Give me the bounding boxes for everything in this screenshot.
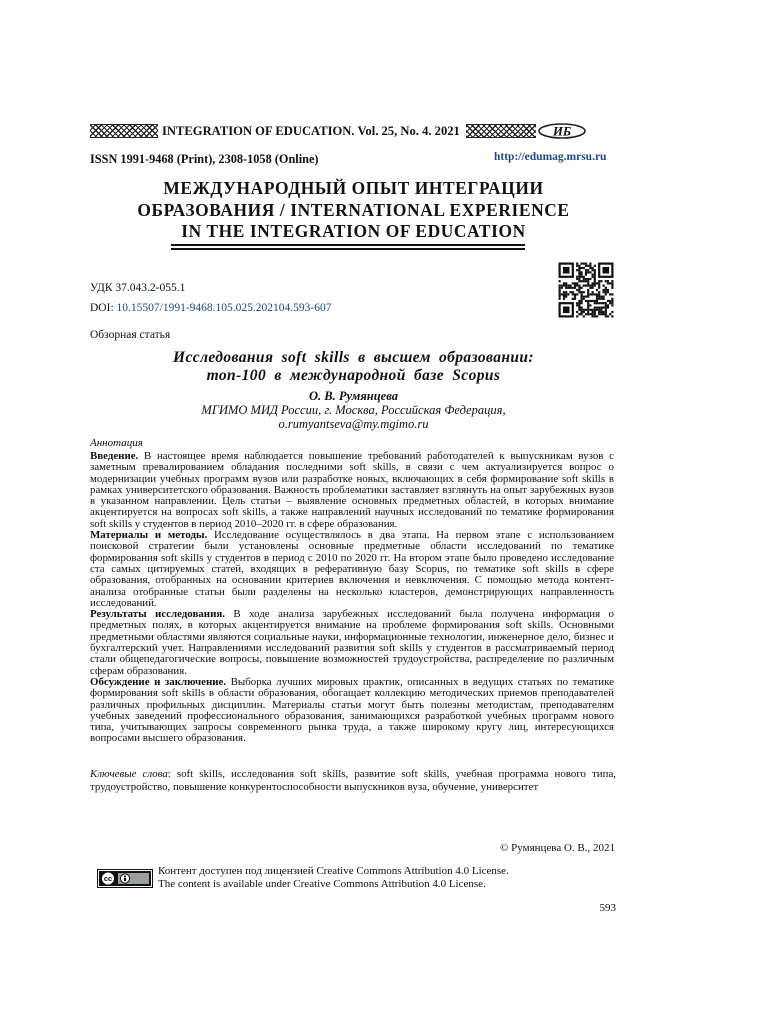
abstract-methods-label: Материалы и методы.	[90, 529, 208, 542]
copyright: © Румянцева О. В., 2021	[500, 842, 615, 854]
qr-code	[556, 262, 616, 318]
author-block	[90, 389, 617, 431]
cc-by-license-icon[interactable]	[97, 869, 153, 888]
section-rule-bottom	[171, 248, 525, 250]
abstract-results-label: Результаты исследования.	[90, 608, 225, 621]
abstract-body	[90, 451, 614, 745]
header-ornament-left	[90, 124, 158, 138]
cc-badge-letters: cc	[103, 874, 113, 884]
license-text	[158, 865, 509, 890]
abstract-introduction	[90, 451, 614, 530]
running-header	[90, 122, 617, 140]
page-number: 593	[599, 902, 616, 914]
abstract-discussion-label: Обсуждение и заключение.	[90, 675, 227, 688]
article-title-line-1: Исследования soft skills в высшем образовании:	[173, 349, 534, 366]
journal-website-link[interactable]: http://edumag.mrsu.ru	[494, 151, 607, 163]
abstract-introduction-label: Введение.	[90, 450, 139, 462]
abstract-methods-text: Исследование осуществлялось в два этапа. На первом этапе с использованием поисковой стратегии были установлены основные предметные области исследований по тематике формирования soft skills у студентов в период с 2010 по 2020 гг. На втором этапе было проведено исследование ста самых цитируемых статей, входящих в реферативную базу Scopus, по тематике soft skills в сфере образования, отобранных на основании критериев включения и невключения. С помощью метода контент-анализа отобранные статьи были разделены на несколько кластеров, демонстрирующих направленность исследований.	[90, 529, 615, 609]
section-rule-top	[171, 244, 525, 246]
license-text-ru: Контент доступен под лицензией Creative Commons Attribution 4.0 License.	[158, 865, 509, 877]
section-title	[90, 178, 617, 243]
abstract-results	[90, 609, 614, 677]
abstract-heading: Аннотация	[90, 437, 143, 449]
abstract-discussion-text: Выборка лучших мировых практик, описанных в ведущих статьях по тематике формирования soft skills в области образования, обогащает коллекцию методических приемов преподавателей различных профильных дисциплин. Материалы статьи могут быть полезны методистам, преподавателям учебных заведений профессионального образования, занимающихся разработкой учебных программ нового типа, учитывающих запросы современного рынка труда, а также широкому кругу лиц, интересующихся вопросами высшего образования.	[90, 675, 614, 745]
article-title	[90, 349, 617, 385]
doi-line	[90, 302, 332, 314]
section-title-line-3: IN THE INTEGRATION OF EDUCATION	[181, 221, 526, 241]
keywords-label: Ключевые слова	[90, 768, 168, 780]
header-ornament-right	[466, 124, 536, 138]
license-text-en: The content is available under Creative Commons Attribution 4.0 License.	[158, 877, 486, 890]
author-affiliation: МГИМО МИД России, г. Москва, Российская Федерация,	[201, 403, 506, 417]
abstract-introduction-text: В настоящее время наблюдается повышение требований работодателей к выпускникам вузов с заметным превалированием обладания последними soft skills, в связи с чем актуализируется вопрос о модернизации учебных программ вузов или разработке новых, включающих в себя формирование soft skills в рамках университетского образования. Важность проблематики заставляет взглянуть на опыт зарубежных вузов в указанном направлении. Цель статьи – выявление основных предметных областей, в которых внимание акцентируется на вопросах soft skills, а также направлений научных исследований по тематике формирования soft skills у студентов в период 2010–2020 гг. в сфере образования.	[90, 450, 614, 530]
section-title-line-1: МЕЖДУНАРОДНЫЙ ОПЫТ ИНТЕГРАЦИИ	[163, 178, 544, 198]
issn: ISSN 1991-9468 (Print), 2308-1058 (Online)	[90, 152, 319, 166]
author-name: О. В. Румянцева	[309, 389, 398, 403]
doi-link[interactable]: 10.15507/1991-9468.105.025.202104.593-607	[116, 302, 332, 314]
journal-title: INTEGRATION OF EDUCATION. Vol. 25, No. 4. 2021	[162, 123, 460, 138]
abstract-results-text: В ходе анализа зарубежных исследований была получена информация о предметных полях, в которых акцентируется внимание на проблеме формирования soft skills. Основными предметными областями являются социальные науки, информационные технологии, инженерное дело, бизнес и бухгалтерский учет. Направлениями исследований развития soft skills у студентов в рассматриваемый период стали общепедагогические вопросы, повышение возможностей трудоустройства, распределение по различным сферам образования.	[90, 608, 614, 677]
doi-label: DOI:	[90, 302, 117, 314]
abstract-discussion	[90, 677, 614, 745]
journal-logo-letters: ИБ	[552, 123, 572, 139]
keywords-text: : soft skills, исследования soft skills, развитие soft skills, учебная программа нового типа, трудоустройство, повышение конкурентоспособности выпускников вуза, обучение, университет	[90, 768, 617, 793]
article-title-line-2: топ-100 в международной базе Scopus	[206, 367, 501, 384]
author-email[interactable]: o.rumyantseva@my.mgimo.ru	[278, 417, 429, 431]
article-type: Обзорная статья	[90, 329, 171, 341]
abstract-methods	[90, 530, 614, 609]
udk-code: УДК 37.043.2-055.1	[90, 282, 186, 294]
journal-logo	[538, 123, 586, 139]
section-title-line-2: ОБРАЗОВАНИЯ / INTERNATIONAL EXPERIENCE	[137, 199, 570, 220]
keywords	[90, 768, 616, 794]
